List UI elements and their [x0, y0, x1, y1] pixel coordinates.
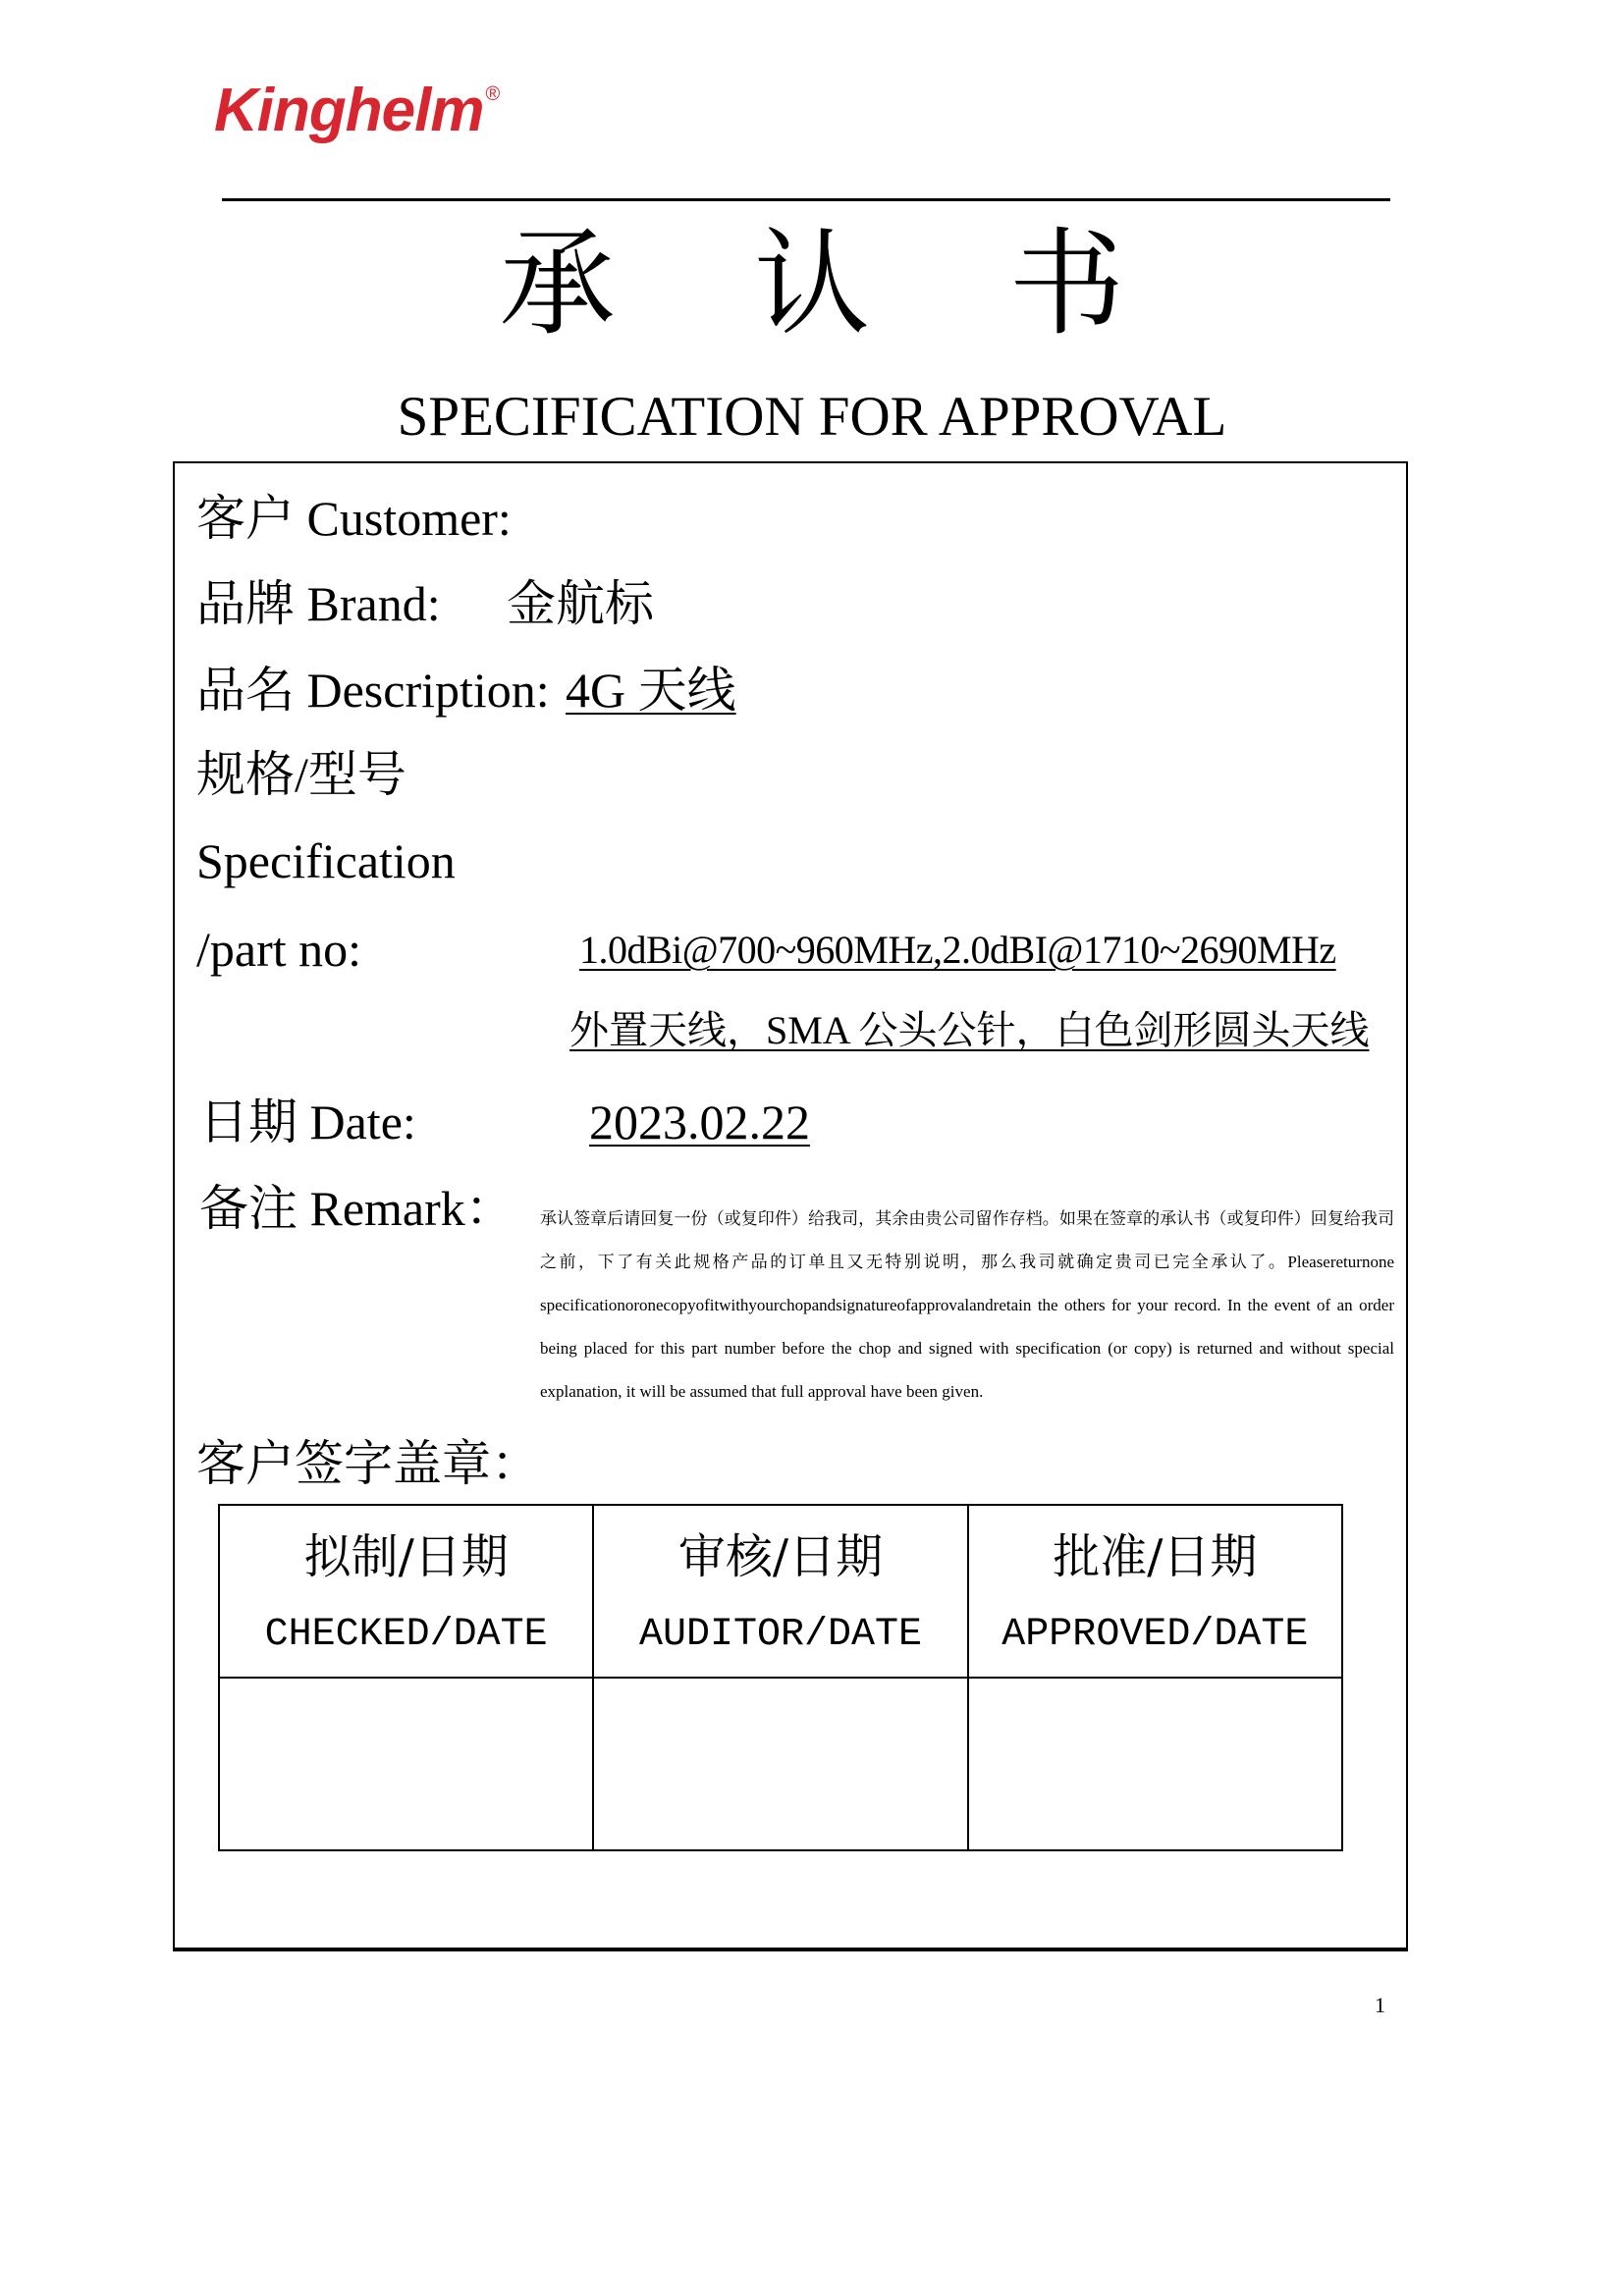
- signature-header-row: [219, 1505, 1342, 1678]
- title-chinese: 承 认 书: [499, 216, 1176, 351]
- checked-date-cell[interactable]: [219, 1678, 593, 1850]
- page-number: 1: [1375, 1993, 1385, 2017]
- header-rule: [222, 198, 1390, 201]
- date-label: 日期 Date:: [199, 1095, 416, 1149]
- remark-label: 备注 Remark：: [199, 1181, 514, 1236]
- model-label-cn: 规格/型号: [196, 747, 406, 802]
- signature-table: [218, 1504, 1343, 1851]
- auditor-date-header: [593, 1505, 967, 1678]
- customer-label: 客户 Customer:: [196, 491, 512, 546]
- remark-text: 承认签章后请回复一份（或复印件）给我司，其余由贵公司留作存档。如果在签章的承认书（或复印件）回复给我司之前，下了有关此规格产品的订单且又无特别说明，那么我司就确定贵司已完全承认了。Pleasereturnone specificationoronecopyofitwithyourchopandsignatureofapprovalandretain the others for your record. In the event of an order being placed for this part number before the chop and signed with specification (or copy) is returned and without special explanation, it will be assumed that full approval have been given.: [540, 1209, 1394, 1401]
- brand-label: 品牌 Brand:: [196, 576, 441, 631]
- title-english: SPECIFICATION FOR APPROVAL: [397, 386, 1227, 448]
- approved-date-cn: 批准/日期: [1053, 1529, 1258, 1584]
- checked-date-cn: 拟制/日期: [303, 1529, 509, 1584]
- approved-date-header: [968, 1505, 1342, 1678]
- date-value: 2023.02.22: [589, 1095, 810, 1149]
- approved-date-en: APPROVED/DATE: [1001, 1613, 1309, 1657]
- signature-label: 客户签字盖章：: [196, 1436, 540, 1491]
- checked-date-header: [219, 1505, 593, 1678]
- registered-mark: ®: [485, 83, 500, 105]
- brand-value: 金航标: [507, 576, 654, 631]
- part-no-value-line1: 1.0dBi@700~960MHz,2.0dBI@1710~2690MHz: [579, 928, 1336, 972]
- auditor-date-cn: 审核/日期: [677, 1529, 884, 1584]
- description-label: 品名 Description:: [196, 663, 550, 718]
- description-value: 4G 天线: [566, 663, 736, 718]
- auditor-date-cell[interactable]: [593, 1678, 967, 1850]
- part-no-value-line2: 外置天线，SMA 公头公针，白色剑形圆头天线: [569, 1008, 1370, 1052]
- checked-date-en: CHECKED/DATE: [264, 1613, 548, 1657]
- model-label-en: Specification: [196, 833, 456, 888]
- part-no-label: /part no:: [196, 922, 362, 977]
- approved-date-cell[interactable]: [968, 1678, 1342, 1850]
- signature-input-row: [219, 1678, 1342, 1850]
- auditor-date-en: AUDITOR/DATE: [638, 1613, 923, 1657]
- kinghelm-logo: Kinghelm ®: [214, 77, 500, 144]
